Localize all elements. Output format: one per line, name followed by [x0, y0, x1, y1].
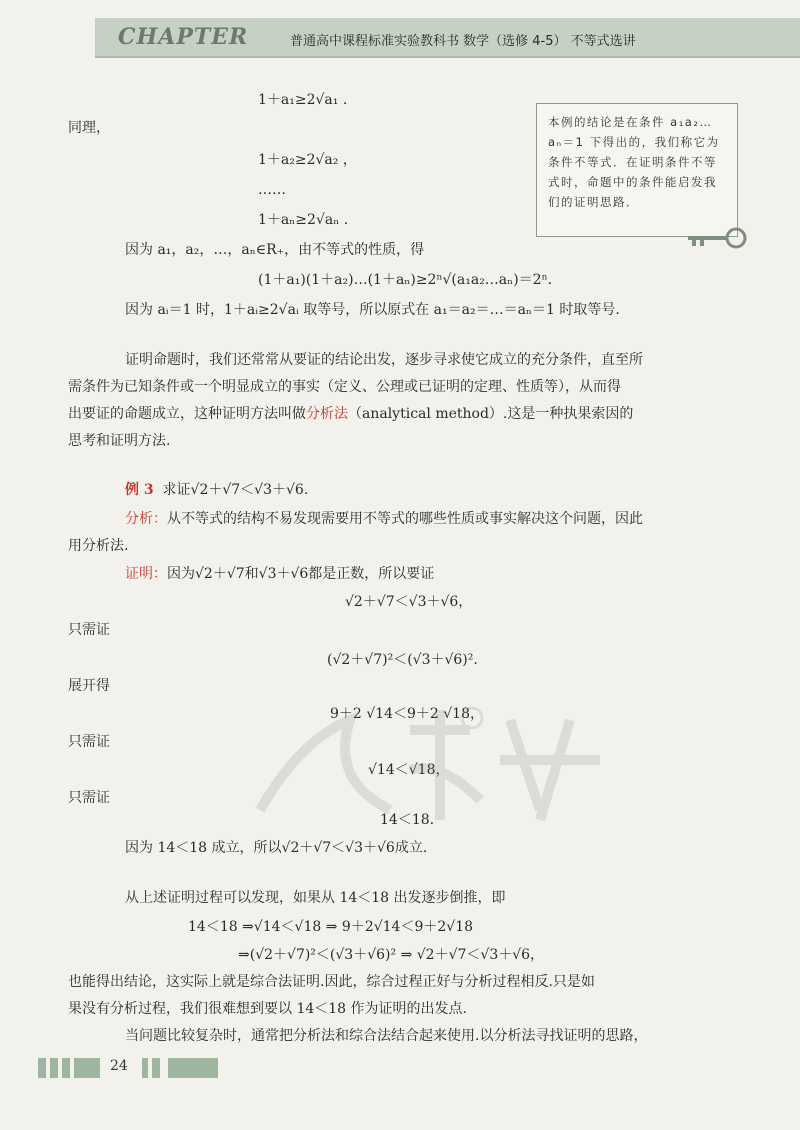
para1-line4: 思考和证明方法. — [68, 433, 171, 449]
analysis-label: 分析： — [125, 511, 167, 527]
footer-bar — [50, 1058, 58, 1078]
term-analysis-method: 分析法 — [306, 406, 348, 422]
example-3 — [125, 480, 308, 500]
side-note-text: 本例的结论是在条件 a₁a₂…aₙ＝1 下得出的，我们称它为条件不等式．在证明条件不等式时，命题中的条件能启发我们的证明思路． — [548, 115, 720, 209]
chain-line-1: 14＜18 ⇒√14＜√18 ⇒ 9＋2√14＜9＋2√18 — [188, 919, 474, 935]
analysis-text: 从不等式的结构不易发现需要用不等式的哪些性质或事实解决这个问题，因此 — [167, 511, 643, 527]
equation-3: 1＋aₙ≥2√aₙ . — [258, 212, 349, 228]
para1-line3-post: （analytical method）.这是一种执果索因的 — [348, 406, 634, 422]
proof-equation-4: √14＜√18， — [368, 762, 450, 778]
only-need-1: 只需证 — [68, 622, 110, 638]
proof-equation-2: (√2＋√7)²＜(√3＋√6)². — [327, 652, 478, 668]
analysis-line1 — [125, 509, 643, 529]
chain-line-2: ⇒(√2＋√7)²＜(√3＋√6)² ⇒ √2＋√7＜√3＋√6， — [238, 947, 545, 963]
footer-bar — [152, 1058, 160, 1078]
footer-bar — [38, 1058, 46, 1078]
ellipsis-line: …… — [258, 182, 286, 198]
para1-line3-pre: 出要证的命题成立，这种证明方法叫做 — [68, 406, 306, 422]
equation-1: 1＋a₁≥2√a₁ . — [258, 92, 348, 108]
page-number: 24 — [110, 1058, 128, 1074]
para2-line3: 果没有分析过程，我们很难想到要以 14＜18 作为证明的出发点. — [68, 1001, 467, 1017]
para1-line1: 证明命题时，我们还常常从要证的结论出发，逐步寻求使它成立的充分条件，直至所 — [125, 352, 643, 368]
text-because-1: 因为 a₁，a₂，…，aₙ∈R₊，由不等式的性质，得 — [125, 242, 425, 258]
proof-text: 因为√2＋√7和√3＋√6都是正数，所以要证 — [167, 566, 435, 582]
footer-bar — [168, 1058, 218, 1078]
para1-line2: 需条件为已知条件或一个明显成立的事实（定义、公理或已证明的定理、性质等），从而得 — [68, 379, 621, 395]
proof-equation-1: √2＋√7＜√3＋√6， — [345, 594, 473, 610]
example-text: 求证√2＋√7＜√3＋√6. — [162, 482, 309, 498]
chapter-label: CHAPTER — [118, 24, 249, 50]
footer-bar — [74, 1058, 100, 1078]
para2-line1: 从上述证明过程可以发现，如果从 14＜18 出发逐步倒推，即 — [125, 890, 506, 906]
proof-label: 证明： — [125, 566, 167, 582]
equation-2: 1＋a₂≥2√a₂ ， — [258, 152, 357, 168]
book-title: 普通高中课程标准实验教科书 数学（选修 4-5） 不等式选讲 — [290, 34, 636, 49]
only-need-3: 只需证 — [68, 790, 110, 806]
key-icon — [688, 226, 748, 250]
equation-4: (1＋a₁)(1＋a₂)…(1＋aₙ)≥2ⁿ√(a₁a₂…aₙ)＝2ⁿ. — [258, 272, 553, 288]
publisher-watermark — [240, 700, 640, 830]
analysis-line2: 用分析法. — [68, 538, 129, 554]
proof-equation-5: 14＜18. — [380, 812, 435, 828]
para2-line2: 也能得出结论，这实际上就是综合法证明.因此，综合过程正好与分析过程相反.只是如 — [68, 974, 595, 990]
only-need-2: 只需证 — [68, 734, 110, 750]
para1-line3 — [68, 404, 633, 424]
text-because-2: 因为 aᵢ＝1 时，1＋aᵢ≥2√aᵢ 取等号，所以原式在 a₁＝a₂＝…＝aₙ＝1 时取等号. — [125, 302, 620, 318]
footer-bar — [62, 1058, 70, 1078]
proof-line1 — [125, 564, 434, 584]
para3-line1: 当问题比较复杂时，通常把分析法和综合法结合起来使用.以分析法寻找证明的思路， — [125, 1028, 648, 1044]
expand-label: 展开得 — [68, 678, 110, 694]
proof-equation-3: 9＋2 √14＜9＋2 √18， — [330, 706, 484, 722]
example-label: 例 3 — [125, 482, 154, 498]
proof-conclusion: 因为 14＜18 成立，所以√2＋√7＜√3＋√6成立. — [125, 840, 428, 856]
footer-bar — [142, 1058, 148, 1078]
text-tongli: 同理， — [68, 120, 110, 136]
